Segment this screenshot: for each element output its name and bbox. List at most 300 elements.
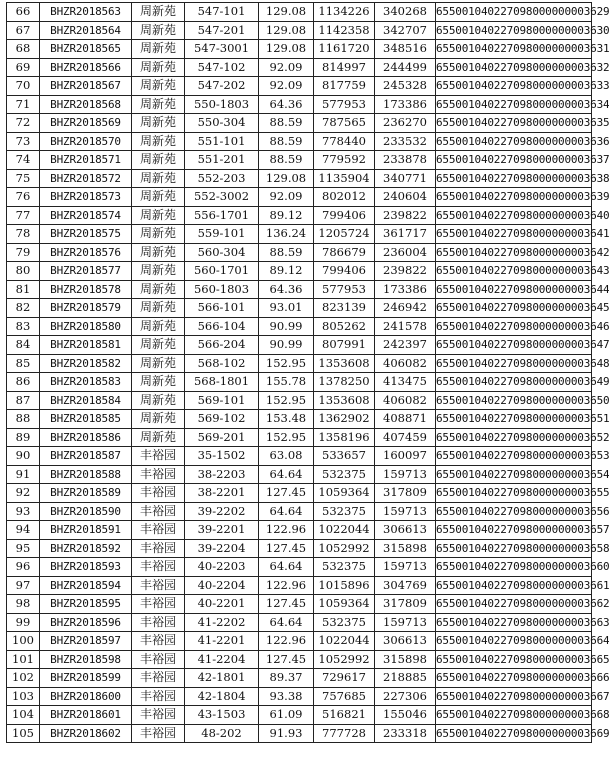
row-number-cell: 86 bbox=[7, 373, 40, 392]
table-row bbox=[7, 447, 592, 466]
subsidy-cell: 236270 bbox=[375, 114, 436, 133]
community-cell: 丰裕园 bbox=[132, 539, 185, 558]
price-cell: 532375 bbox=[314, 465, 375, 484]
certificate-number-cell: 655001040227098000000003662 bbox=[436, 595, 592, 614]
table-row bbox=[7, 595, 592, 614]
certificate-number-cell: 655001040227098000000003639 bbox=[436, 188, 592, 207]
record-code-cell: BHZR2018588 bbox=[40, 465, 132, 484]
unit-number-cell: 566-204 bbox=[185, 336, 259, 355]
area-cell: 89.12 bbox=[259, 206, 314, 225]
community-cell: 周新苑 bbox=[132, 21, 185, 40]
record-code-cell: BHZR2018573 bbox=[40, 188, 132, 207]
community-cell: 丰裕园 bbox=[132, 502, 185, 521]
certificate-number-cell: 655001040227098000000003645 bbox=[436, 299, 592, 318]
subsidy-cell: 227306 bbox=[375, 687, 436, 706]
row-number-cell: 96 bbox=[7, 558, 40, 577]
unit-number-cell: 48-202 bbox=[185, 724, 259, 743]
subsidy-cell: 315898 bbox=[375, 650, 436, 669]
subsidy-cell: 233878 bbox=[375, 151, 436, 170]
table-row bbox=[7, 669, 592, 688]
community-cell: 周新苑 bbox=[132, 3, 185, 22]
area-cell: 90.99 bbox=[259, 317, 314, 336]
subsidy-cell: 242397 bbox=[375, 336, 436, 355]
unit-number-cell: 41-2204 bbox=[185, 650, 259, 669]
price-cell: 757685 bbox=[314, 687, 375, 706]
certificate-number-cell: 655001040227098000000003630 bbox=[436, 21, 592, 40]
area-cell: 64.64 bbox=[259, 465, 314, 484]
certificate-number-cell: 655001040227098000000003657 bbox=[436, 521, 592, 540]
area-cell: 93.38 bbox=[259, 687, 314, 706]
row-number-cell: 78 bbox=[7, 225, 40, 244]
certificate-number-cell: 655001040227098000000003638 bbox=[436, 169, 592, 188]
subsidy-cell: 304769 bbox=[375, 576, 436, 595]
price-cell: 786679 bbox=[314, 243, 375, 262]
record-code-cell: BHZR2018571 bbox=[40, 151, 132, 170]
unit-number-cell: 568-102 bbox=[185, 354, 259, 373]
certificate-number-cell: 655001040227098000000003649 bbox=[436, 373, 592, 392]
price-cell: 777728 bbox=[314, 724, 375, 743]
record-code-cell: BHZR2018590 bbox=[40, 502, 132, 521]
community-cell: 周新苑 bbox=[132, 262, 185, 281]
record-code-cell: BHZR2018569 bbox=[40, 114, 132, 133]
community-cell: 丰裕园 bbox=[132, 595, 185, 614]
area-cell: 90.99 bbox=[259, 336, 314, 355]
subsidy-cell: 239822 bbox=[375, 206, 436, 225]
community-cell: 周新苑 bbox=[132, 373, 185, 392]
price-cell: 814997 bbox=[314, 58, 375, 77]
table-row bbox=[7, 484, 592, 503]
record-code-cell: BHZR2018595 bbox=[40, 595, 132, 614]
subsidy-cell: 218885 bbox=[375, 669, 436, 688]
record-code-cell: BHZR2018586 bbox=[40, 428, 132, 447]
table-body bbox=[7, 3, 609, 743]
area-cell: 61.09 bbox=[259, 706, 314, 725]
price-cell: 1142358 bbox=[314, 21, 375, 40]
price-cell: 533657 bbox=[314, 447, 375, 466]
unit-number-cell: 41-2202 bbox=[185, 613, 259, 632]
subsidy-cell: 160097 bbox=[375, 447, 436, 466]
row-number-cell: 66 bbox=[7, 3, 40, 22]
record-code-cell: BHZR2018572 bbox=[40, 169, 132, 188]
price-cell: 1161720 bbox=[314, 40, 375, 59]
unit-number-cell: 569-102 bbox=[185, 410, 259, 429]
table-row bbox=[7, 373, 592, 392]
community-cell: 周新苑 bbox=[132, 188, 185, 207]
row-number-cell: 95 bbox=[7, 539, 40, 558]
row-number-cell: 68 bbox=[7, 40, 40, 59]
unit-number-cell: 40-2203 bbox=[185, 558, 259, 577]
subsidy-cell: 155046 bbox=[375, 706, 436, 725]
row-number-cell: 83 bbox=[7, 317, 40, 336]
record-code-cell: BHZR2018566 bbox=[40, 58, 132, 77]
record-code-cell: BHZR2018581 bbox=[40, 336, 132, 355]
certificate-number-cell: 655001040227098000000003640 bbox=[436, 206, 592, 225]
record-code-cell: BHZR2018592 bbox=[40, 539, 132, 558]
subsidy-cell: 233532 bbox=[375, 132, 436, 151]
record-code-cell: BHZR2018568 bbox=[40, 95, 132, 114]
subsidy-cell: 245328 bbox=[375, 77, 436, 96]
price-cell: 778440 bbox=[314, 132, 375, 151]
row-number-cell: 94 bbox=[7, 521, 40, 540]
record-code-cell: BHZR2018574 bbox=[40, 206, 132, 225]
area-cell: 127.45 bbox=[259, 484, 314, 503]
price-cell: 1362902 bbox=[314, 410, 375, 429]
record-code-cell: BHZR2018587 bbox=[40, 447, 132, 466]
area-cell: 88.59 bbox=[259, 132, 314, 151]
record-code-cell: BHZR2018601 bbox=[40, 706, 132, 725]
subsidy-cell: 159713 bbox=[375, 502, 436, 521]
row-number-cell: 99 bbox=[7, 613, 40, 632]
certificate-number-cell: 655001040227098000000003654 bbox=[436, 465, 592, 484]
area-cell: 155.78 bbox=[259, 373, 314, 392]
price-cell: 802012 bbox=[314, 188, 375, 207]
area-cell: 64.64 bbox=[259, 502, 314, 521]
subsidy-cell: 408871 bbox=[375, 410, 436, 429]
unit-number-cell: 568-1801 bbox=[185, 373, 259, 392]
area-cell: 153.48 bbox=[259, 410, 314, 429]
price-cell: 1052992 bbox=[314, 539, 375, 558]
record-code-cell: BHZR2018602 bbox=[40, 724, 132, 743]
community-cell: 丰裕园 bbox=[132, 632, 185, 651]
subsidy-cell: 306613 bbox=[375, 521, 436, 540]
row-number-cell: 88 bbox=[7, 410, 40, 429]
community-cell: 丰裕园 bbox=[132, 650, 185, 669]
area-cell: 88.59 bbox=[259, 151, 314, 170]
community-cell: 丰裕园 bbox=[132, 669, 185, 688]
unit-number-cell: 551-101 bbox=[185, 132, 259, 151]
table-row bbox=[7, 77, 592, 96]
subsidy-cell: 317809 bbox=[375, 595, 436, 614]
record-code-cell: BHZR2018564 bbox=[40, 21, 132, 40]
unit-number-cell: 39-2201 bbox=[185, 521, 259, 540]
table-row bbox=[7, 243, 592, 262]
certificate-number-cell: 655001040227098000000003668 bbox=[436, 706, 592, 725]
unit-number-cell: 550-304 bbox=[185, 114, 259, 133]
community-cell: 丰裕园 bbox=[132, 558, 185, 577]
record-code-cell: BHZR2018579 bbox=[40, 299, 132, 318]
price-cell: 1022044 bbox=[314, 632, 375, 651]
area-cell: 92.09 bbox=[259, 58, 314, 77]
table-row bbox=[7, 95, 592, 114]
certificate-number-cell: 655001040227098000000003634 bbox=[436, 95, 592, 114]
row-number-cell: 104 bbox=[7, 706, 40, 725]
table-row bbox=[7, 391, 592, 410]
unit-number-cell: 41-2201 bbox=[185, 632, 259, 651]
record-code-cell: BHZR2018576 bbox=[40, 243, 132, 262]
record-code-cell: BHZR2018580 bbox=[40, 317, 132, 336]
price-cell: 1378250 bbox=[314, 373, 375, 392]
record-code-cell: BHZR2018599 bbox=[40, 669, 132, 688]
community-cell: 丰裕园 bbox=[132, 465, 185, 484]
subsidy-cell: 236004 bbox=[375, 243, 436, 262]
row-number-cell: 93 bbox=[7, 502, 40, 521]
community-cell: 周新苑 bbox=[132, 58, 185, 77]
area-cell: 129.08 bbox=[259, 3, 314, 22]
subsidy-cell: 241578 bbox=[375, 317, 436, 336]
subsidy-cell: 159713 bbox=[375, 613, 436, 632]
community-cell: 丰裕园 bbox=[132, 613, 185, 632]
price-cell: 799406 bbox=[314, 262, 375, 281]
row-number-cell: 76 bbox=[7, 188, 40, 207]
area-cell: 152.95 bbox=[259, 391, 314, 410]
table-row bbox=[7, 262, 592, 281]
subsidy-cell: 233318 bbox=[375, 724, 436, 743]
area-cell: 64.64 bbox=[259, 613, 314, 632]
subsidy-cell: 348516 bbox=[375, 40, 436, 59]
price-cell: 729617 bbox=[314, 669, 375, 688]
price-cell: 1134226 bbox=[314, 3, 375, 22]
table-row bbox=[7, 539, 592, 558]
subsidy-cell: 406082 bbox=[375, 354, 436, 373]
price-cell: 779592 bbox=[314, 151, 375, 170]
certificate-number-cell: 655001040227098000000003656 bbox=[436, 502, 592, 521]
area-cell: 64.36 bbox=[259, 280, 314, 299]
subsidy-cell: 406082 bbox=[375, 391, 436, 410]
record-code-cell: BHZR2018582 bbox=[40, 354, 132, 373]
subsidy-cell: 361717 bbox=[375, 225, 436, 244]
row-number-cell: 91 bbox=[7, 465, 40, 484]
subsidy-cell: 240604 bbox=[375, 188, 436, 207]
price-cell: 823139 bbox=[314, 299, 375, 318]
row-number-cell: 71 bbox=[7, 95, 40, 114]
certificate-number-cell: 655001040227098000000003629 bbox=[436, 3, 592, 22]
area-cell: 93.01 bbox=[259, 299, 314, 318]
unit-number-cell: 35-1502 bbox=[185, 447, 259, 466]
subsidy-cell: 306613 bbox=[375, 632, 436, 651]
area-cell: 136.24 bbox=[259, 225, 314, 244]
row-number-cell: 100 bbox=[7, 632, 40, 651]
record-code-cell: BHZR2018578 bbox=[40, 280, 132, 299]
area-cell: 92.09 bbox=[259, 188, 314, 207]
row-number-cell: 102 bbox=[7, 669, 40, 688]
table-row bbox=[7, 169, 592, 188]
record-code-cell: BHZR2018584 bbox=[40, 391, 132, 410]
community-cell: 周新苑 bbox=[132, 428, 185, 447]
community-cell: 周新苑 bbox=[132, 391, 185, 410]
housing-allocation-table bbox=[6, 2, 609, 743]
certificate-number-cell: 655001040227098000000003643 bbox=[436, 262, 592, 281]
price-cell: 1135904 bbox=[314, 169, 375, 188]
record-code-cell: BHZR2018600 bbox=[40, 687, 132, 706]
community-cell: 周新苑 bbox=[132, 243, 185, 262]
row-number-cell: 80 bbox=[7, 262, 40, 281]
record-code-cell: BHZR2018593 bbox=[40, 558, 132, 577]
certificate-number-cell: 655001040227098000000003652 bbox=[436, 428, 592, 447]
table-row bbox=[7, 354, 592, 373]
subsidy-cell: 342707 bbox=[375, 21, 436, 40]
community-cell: 周新苑 bbox=[132, 95, 185, 114]
record-code-cell: BHZR2018567 bbox=[40, 77, 132, 96]
subsidy-cell: 340771 bbox=[375, 169, 436, 188]
table-row bbox=[7, 465, 592, 484]
certificate-number-cell: 655001040227098000000003651 bbox=[436, 410, 592, 429]
table-row bbox=[7, 280, 592, 299]
unit-number-cell: 40-2201 bbox=[185, 595, 259, 614]
area-cell: 129.08 bbox=[259, 169, 314, 188]
row-number-cell: 90 bbox=[7, 447, 40, 466]
price-cell: 532375 bbox=[314, 558, 375, 577]
unit-number-cell: 569-101 bbox=[185, 391, 259, 410]
subsidy-cell: 159713 bbox=[375, 465, 436, 484]
table-row bbox=[7, 336, 592, 355]
community-cell: 周新苑 bbox=[132, 169, 185, 188]
community-cell: 周新苑 bbox=[132, 40, 185, 59]
table-row bbox=[7, 410, 592, 429]
table-row bbox=[7, 502, 592, 521]
row-number-cell: 105 bbox=[7, 724, 40, 743]
row-number-cell: 97 bbox=[7, 576, 40, 595]
subsidy-cell: 413475 bbox=[375, 373, 436, 392]
certificate-number-cell: 655001040227098000000003650 bbox=[436, 391, 592, 410]
unit-number-cell: 42-1801 bbox=[185, 669, 259, 688]
unit-number-cell: 547-3001 bbox=[185, 40, 259, 59]
certificate-number-cell: 655001040227098000000003633 bbox=[436, 77, 592, 96]
area-cell: 127.45 bbox=[259, 650, 314, 669]
unit-number-cell: 566-104 bbox=[185, 317, 259, 336]
area-cell: 64.64 bbox=[259, 558, 314, 577]
subsidy-cell: 173386 bbox=[375, 280, 436, 299]
record-code-cell: BHZR2018575 bbox=[40, 225, 132, 244]
record-code-cell: BHZR2018577 bbox=[40, 262, 132, 281]
price-cell: 1358196 bbox=[314, 428, 375, 447]
unit-number-cell: 40-2204 bbox=[185, 576, 259, 595]
table-row bbox=[7, 317, 592, 336]
record-code-cell: BHZR2018597 bbox=[40, 632, 132, 651]
certificate-number-cell: 655001040227098000000003655 bbox=[436, 484, 592, 503]
community-cell: 丰裕园 bbox=[132, 576, 185, 595]
community-cell: 周新苑 bbox=[132, 206, 185, 225]
certificate-number-cell: 655001040227098000000003660 bbox=[436, 558, 592, 577]
subsidy-cell: 239822 bbox=[375, 262, 436, 281]
unit-number-cell: 550-1803 bbox=[185, 95, 259, 114]
price-cell: 577953 bbox=[314, 280, 375, 299]
unit-number-cell: 559-101 bbox=[185, 225, 259, 244]
table-row bbox=[7, 132, 592, 151]
record-code-cell: BHZR2018589 bbox=[40, 484, 132, 503]
row-number-cell: 89 bbox=[7, 428, 40, 447]
row-number-cell: 67 bbox=[7, 21, 40, 40]
price-cell: 1353608 bbox=[314, 391, 375, 410]
table-row bbox=[7, 21, 592, 40]
unit-number-cell: 552-3002 bbox=[185, 188, 259, 207]
table-row bbox=[7, 151, 592, 170]
row-number-cell: 84 bbox=[7, 336, 40, 355]
area-cell: 91.93 bbox=[259, 724, 314, 743]
record-code-cell: BHZR2018570 bbox=[40, 132, 132, 151]
area-cell: 122.96 bbox=[259, 632, 314, 651]
community-cell: 周新苑 bbox=[132, 77, 185, 96]
certificate-number-cell: 655001040227098000000003631 bbox=[436, 40, 592, 59]
unit-number-cell: 560-1701 bbox=[185, 262, 259, 281]
record-code-cell: BHZR2018591 bbox=[40, 521, 132, 540]
record-code-cell: BHZR2018598 bbox=[40, 650, 132, 669]
row-number-cell: 82 bbox=[7, 299, 40, 318]
certificate-number-cell: 655001040227098000000003636 bbox=[436, 132, 592, 151]
community-cell: 周新苑 bbox=[132, 299, 185, 318]
table-row bbox=[7, 206, 592, 225]
table-row bbox=[7, 632, 592, 651]
certificate-number-cell: 655001040227098000000003647 bbox=[436, 336, 592, 355]
row-number-cell: 98 bbox=[7, 595, 40, 614]
unit-number-cell: 38-2201 bbox=[185, 484, 259, 503]
certificate-number-cell: 655001040227098000000003664 bbox=[436, 632, 592, 651]
price-cell: 532375 bbox=[314, 502, 375, 521]
table-row bbox=[7, 3, 592, 22]
area-cell: 89.12 bbox=[259, 262, 314, 281]
community-cell: 周新苑 bbox=[132, 336, 185, 355]
table-row bbox=[7, 521, 592, 540]
price-cell: 807991 bbox=[314, 336, 375, 355]
unit-number-cell: 560-304 bbox=[185, 243, 259, 262]
unit-number-cell: 547-102 bbox=[185, 58, 259, 77]
area-cell: 88.59 bbox=[259, 243, 314, 262]
unit-number-cell: 547-201 bbox=[185, 21, 259, 40]
price-cell: 577953 bbox=[314, 95, 375, 114]
table-row bbox=[7, 225, 592, 244]
subsidy-cell: 159713 bbox=[375, 558, 436, 577]
area-cell: 152.95 bbox=[259, 354, 314, 373]
community-cell: 丰裕园 bbox=[132, 724, 185, 743]
table-row bbox=[7, 299, 592, 318]
subsidy-cell: 317809 bbox=[375, 484, 436, 503]
certificate-number-cell: 655001040227098000000003666 bbox=[436, 669, 592, 688]
table-row bbox=[7, 650, 592, 669]
record-code-cell: BHZR2018565 bbox=[40, 40, 132, 59]
community-cell: 周新苑 bbox=[132, 280, 185, 299]
record-code-cell: BHZR2018585 bbox=[40, 410, 132, 429]
price-cell: 1059364 bbox=[314, 595, 375, 614]
record-code-cell: BHZR2018563 bbox=[40, 3, 132, 22]
row-number-cell: 72 bbox=[7, 114, 40, 133]
price-cell: 787565 bbox=[314, 114, 375, 133]
row-number-cell: 74 bbox=[7, 151, 40, 170]
unit-number-cell: 38-2203 bbox=[185, 465, 259, 484]
certificate-number-cell: 655001040227098000000003635 bbox=[436, 114, 592, 133]
community-cell: 丰裕园 bbox=[132, 521, 185, 540]
area-cell: 63.08 bbox=[259, 447, 314, 466]
certificate-number-cell: 655001040227098000000003648 bbox=[436, 354, 592, 373]
row-number-cell: 81 bbox=[7, 280, 40, 299]
certificate-number-cell: 655001040227098000000003641 bbox=[436, 225, 592, 244]
subsidy-cell: 246942 bbox=[375, 299, 436, 318]
table-row bbox=[7, 188, 592, 207]
certificate-number-cell: 655001040227098000000003658 bbox=[436, 539, 592, 558]
community-cell: 周新苑 bbox=[132, 410, 185, 429]
unit-number-cell: 551-201 bbox=[185, 151, 259, 170]
record-code-cell: BHZR2018596 bbox=[40, 613, 132, 632]
community-cell: 丰裕园 bbox=[132, 706, 185, 725]
row-number-cell: 69 bbox=[7, 58, 40, 77]
certificate-number-cell: 655001040227098000000003642 bbox=[436, 243, 592, 262]
community-cell: 丰裕园 bbox=[132, 687, 185, 706]
community-cell: 丰裕园 bbox=[132, 484, 185, 503]
certificate-number-cell: 655001040227098000000003632 bbox=[436, 58, 592, 77]
unit-number-cell: 547-202 bbox=[185, 77, 259, 96]
row-number-cell: 87 bbox=[7, 391, 40, 410]
table-row bbox=[7, 58, 592, 77]
community-cell: 周新苑 bbox=[132, 225, 185, 244]
price-cell: 516821 bbox=[314, 706, 375, 725]
table-row bbox=[7, 706, 592, 725]
certificate-number-cell: 655001040227098000000003646 bbox=[436, 317, 592, 336]
subsidy-cell: 173386 bbox=[375, 95, 436, 114]
table-row bbox=[7, 114, 592, 133]
price-cell: 532375 bbox=[314, 613, 375, 632]
table-row bbox=[7, 40, 592, 59]
unit-number-cell: 566-101 bbox=[185, 299, 259, 318]
table-row bbox=[7, 576, 592, 595]
community-cell: 周新苑 bbox=[132, 114, 185, 133]
